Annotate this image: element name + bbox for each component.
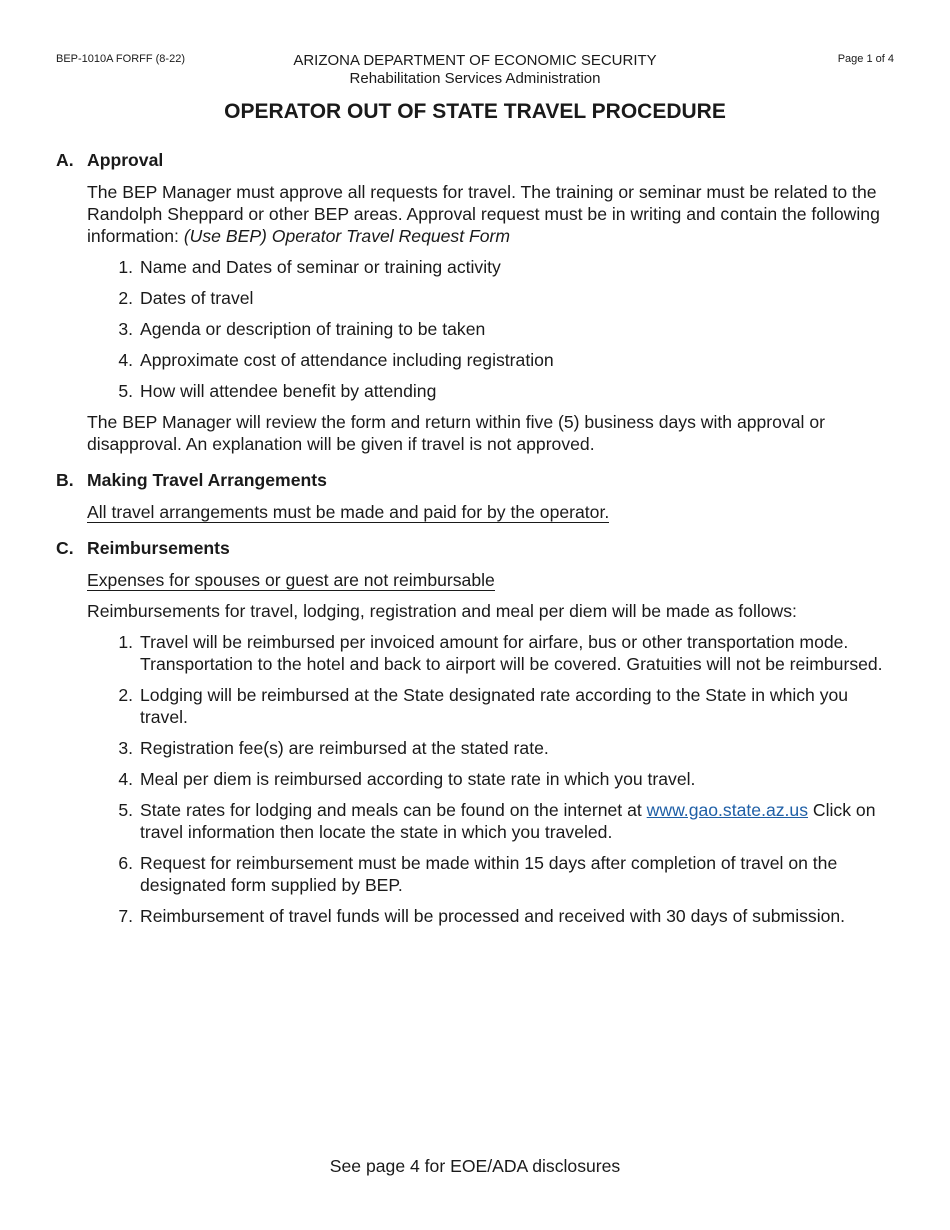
gao-website-link[interactable]: www.gao.state.az.us [646, 800, 809, 820]
section-letter: A. [56, 150, 74, 170]
list-item [56, 768, 896, 790]
section-letter: B. [56, 470, 74, 490]
page-number: Page 1 of 4 [837, 53, 894, 65]
section-title: Making Travel Arrangements [87, 470, 327, 490]
list-text: Travel will be reimbursed per invoiced amount for airfare, bus or other transportation mode. Transportation to the hotel and back to airport will be covered. Gratuities will not be reimbursed. [140, 632, 883, 674]
list-text: How will attendee benefit by attending [140, 381, 437, 401]
list-item [56, 684, 896, 728]
list-item [56, 799, 896, 843]
list-item [56, 349, 896, 371]
footer-disclosure: See page 4 for EOE/ADA disclosures [329, 1156, 621, 1176]
section-approval [56, 149, 896, 455]
reimbursement-note [87, 569, 896, 591]
list-text [140, 799, 896, 843]
list-text: Registration fee(s) are reimbursed at the stated rate. [140, 738, 549, 758]
section-letter: C. [56, 538, 74, 558]
section-title: Approval [87, 150, 164, 170]
list-text: Reimbursement of travel funds will be processed and received with 30 days of submission. [140, 906, 846, 926]
list-item [56, 380, 896, 402]
division-name: Rehabilitation Services Administration [349, 70, 601, 87]
arrangements-text: All travel arrangements must be made and paid for by the operator. [87, 502, 610, 522]
list-text-part: Click on travel information then locate the state in which you traveled. [140, 800, 876, 842]
list-text: Dates of travel [140, 288, 254, 308]
list-text: Name and Dates of seminar or training activity [140, 257, 501, 277]
list-number: 7. [118, 906, 133, 926]
reimbursement-intro: Reimbursements for travel, lodging, registration and meal per diem will be made as follows: [87, 601, 797, 621]
list-item [56, 905, 896, 927]
section-heading [56, 537, 896, 559]
list-item [56, 852, 896, 896]
section-title: Reimbursements [87, 538, 230, 558]
list-text: Request for reimbursement must be made within 15 days after completion of travel on the designated form supplied by BEP. [140, 853, 838, 895]
approval-list [56, 256, 896, 402]
list-number: 4. [118, 350, 133, 370]
list-number: 6. [118, 853, 133, 873]
list-text: Approximate cost of attendance including registration [140, 350, 554, 370]
section-travel-arrangements [56, 469, 896, 523]
list-item [56, 631, 896, 675]
list-item [56, 318, 896, 340]
list-number: 2. [118, 685, 133, 705]
approval-intro-form-name: (Use BEP) Operator Travel Request Form [183, 226, 511, 246]
document-body [56, 149, 896, 936]
list-text-part: State rates for lodging and meals can be found on the internet at [140, 800, 647, 820]
approval-closing: The BEP Manager will review the form and return within five (5) business days with approval or disapproval. An explanation will be given if travel is not approved. [87, 412, 825, 454]
section-heading [56, 469, 896, 491]
list-item [56, 737, 896, 759]
approval-intro-text: The BEP Manager must approve all requests for travel. The training or seminar must be related to the Randolph Sheppard or other BEP areas. Approval request must be in writing and contain the following information: [87, 182, 880, 246]
list-text: Lodging will be reimbursed at the State designated rate according to the State in which you travel. [140, 685, 849, 727]
section-heading [56, 149, 896, 171]
approval-intro [87, 181, 896, 247]
list-number: 1. [118, 257, 133, 277]
list-item [56, 287, 896, 309]
section-reimbursements [56, 537, 896, 927]
reimbursement-note-text: Expenses for spouses or guest are not reimbursable [87, 570, 495, 590]
list-number: 4. [118, 769, 133, 789]
list-text: Agenda or description of training to be taken [140, 319, 486, 339]
list-number: 3. [118, 319, 133, 339]
agency-header [0, 52, 950, 88]
agency-name: ARIZONA DEPARTMENT OF ECONOMIC SECURITY [293, 52, 657, 69]
list-number: 5. [118, 800, 133, 820]
reimbursement-list [56, 631, 896, 927]
list-number: 5. [118, 381, 133, 401]
list-number: 3. [118, 738, 133, 758]
list-number: 1. [118, 632, 133, 652]
list-text: Meal per diem is reimbursed according to state rate in which you travel. [140, 769, 696, 789]
arrangements-paragraph [87, 501, 896, 523]
form-id: BEP-1010A FORFF (8-22) [56, 53, 185, 65]
list-item [56, 256, 896, 278]
list-number: 2. [118, 288, 133, 308]
page-title: OPERATOR OUT OF STATE TRAVEL PROCEDURE [224, 100, 726, 123]
